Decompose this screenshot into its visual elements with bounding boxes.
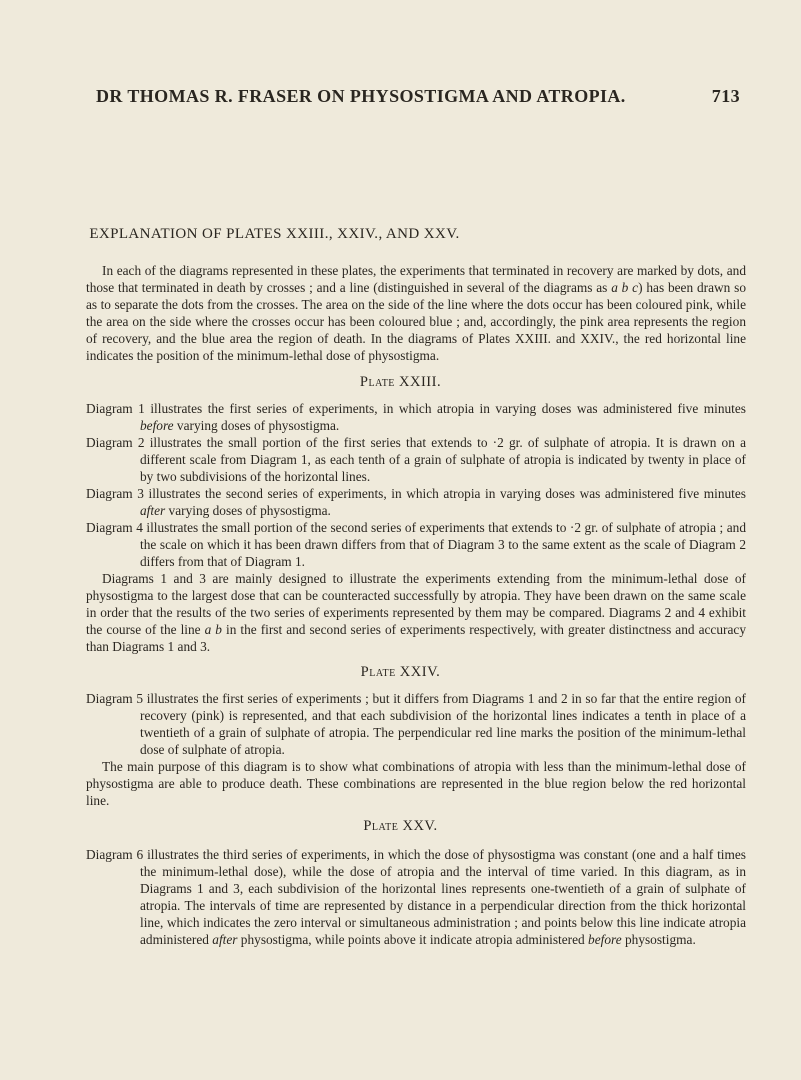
diagram-4-text: Diagram 4 illustrates the small portion of the second series of experiments that extends to ·2 gr. of sulphate of atropia ; and the scale on which it has been drawn differs from that of Diagram 3 to the same extent as the scale of Diagram 2 differs from that of Diagram 1. [86, 520, 746, 569]
diagram-5-text: Diagram 5 illustrates the first series of experiments ; but it differs from Diagrams 1 and 2 in so far that the entire region of recovery (pink) is represented, and that each subdivision of the horizontal lines indicates a tenth in place of a twentieth of a grain of sulphate of atropia. The perpendicular red line marks the position of the minimum-lethal dose of sulphate of atropia. [86, 691, 746, 757]
plate-xxiii-note: Diagrams 1 and 3 are mainly designed to illustrate the experiments extending from the minimum-lethal dose of physostigma to the largest dose that can be counteracted successfully by atropia. They have been drawn on the same scale in order that the results of the two series of experiments represented by them may be compared. Diagrams 2 and 4 exhibit the course of the line a b in the first and second series of experiments respectively, with greater distinctness and accuracy than Diagrams 1 and 3. [86, 571, 746, 654]
section-title: EXPLANATION OF PLATES XXIII., XXIV., AND XXV. [89, 226, 460, 242]
plate-xxiii-section [86, 400, 746, 655]
intro-paragraph: In each of the diagrams represented in these plates, the experiments that terminated in recovery are marked by dots, and those that terminated in death by crosses ; and a line (distinguished in several of the diagrams as a b c) has been drawn so as to separate the dots from the crosses. The area on the side of the line where the dots occur has been coloured pink, while the area on the side where the crosses occur has been coloured blue ; and, accordingly, the pink area represents the region of recovery, and the blue area the region of death. In the diagrams of Plates XXIII. and XXIV., the red horizontal line indicates the position of the minimum-lethal dose of physostigma. [86, 263, 746, 363]
diagram-3-text: Diagram 3 illustrates the second series of experiments, in which atropia in varying doses was administered five minutes after varying doses of physostigma. [86, 486, 746, 518]
plate-xxv-heading: Plate XXV. [363, 818, 438, 834]
running-title: DR THOMAS R. FRASER ON PHYSOSTIGMA AND ATROPIA. [96, 86, 626, 106]
plate-xxiv-note: The main purpose of this diagram is to show what combinations of atropia with less than the minimum-lethal dose of physostigma are able to produce death. These combinations are represented in the blue region below the red horizontal line. [86, 759, 746, 808]
plate-xxv-section [86, 846, 746, 948]
diagram-6-text: Diagram 6 illustrates the third series of experiments, in which the dose of physostigma was constant (one and a half times the minimum-lethal dose), while the dose of atropia and the interval of time varied. In this diagram, as in Diagrams 1 and 3, each subdivision of the horizontal lines represents one-twentieth of a grain of sulphate of atropia. The intervals of time are represented by distance in a perpendicular direction from the thick horizontal line, which indicates the zero interval or simultaneous administration ; and points below this line indicate atropia administered after physostigma, while points above it indicate atropia administered before physostigma. [86, 847, 746, 947]
diagram-2-text: Diagram 2 illustrates the small portion of the first series that extends to ·2 gr. of sulphate of atropia. It is drawn on a different scale from Diagram 1, as each tenth of a grain of sulphate of atropia is indicated by twenty in place of by two subdivisions of the horizontal lines. [86, 435, 746, 484]
running-header [96, 86, 740, 107]
diagram-1-text: Diagram 1 illustrates the first series of experiments, in which atropia in varying doses was administered five minutes before varying doses of physostigma. [86, 401, 746, 433]
plate-xxiv-heading: Plate XXIV. [360, 664, 441, 680]
plate-xxiv-section [86, 690, 746, 809]
page-number: 713 [711, 86, 740, 106]
plate-xxiii-heading: Plate XXIII. [359, 374, 442, 390]
